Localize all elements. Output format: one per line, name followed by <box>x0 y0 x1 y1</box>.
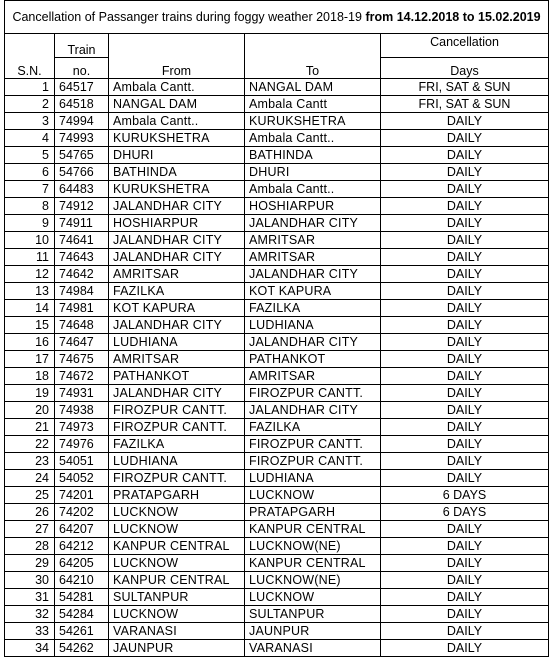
row-train-no: 54765 <box>55 147 109 164</box>
row-train-no: 74911 <box>55 215 109 232</box>
row-to: FAZILKA <box>245 300 381 317</box>
row-days: FRI, SAT & SUN <box>381 96 549 113</box>
header-from: From <box>109 34 245 79</box>
header-days: Days <box>381 58 549 79</box>
row-to: VARANASI <box>245 640 381 657</box>
row-to: KANPUR CENTRAL <box>245 521 381 538</box>
row-days: DAILY <box>381 164 549 181</box>
row-from: KURUKSHETRA <box>109 181 245 198</box>
row-train-no: 74647 <box>55 334 109 351</box>
title-date-range: from 14.12.2018 to 15.02.2019 <box>365 9 541 24</box>
table-row <box>5 487 549 504</box>
row-to: Ambala Cantt.. <box>245 181 381 198</box>
row-from: AMRITSAR <box>109 266 245 283</box>
row-sn: 1 <box>5 79 55 96</box>
row-sn: 31 <box>5 589 55 606</box>
row-sn: 9 <box>5 215 55 232</box>
table-row <box>5 368 549 385</box>
row-from: FIROZPUR CANTT. <box>109 470 245 487</box>
table-row <box>5 504 549 521</box>
row-from: KOT KAPURA <box>109 300 245 317</box>
row-sn: 7 <box>5 181 55 198</box>
row-to: JAUNPUR <box>245 623 381 640</box>
row-to: KOT KAPURA <box>245 283 381 300</box>
row-days: DAILY <box>381 300 549 317</box>
row-from: KANPUR CENTRAL <box>109 538 245 555</box>
row-days: 6 DAYS <box>381 504 549 521</box>
row-train-no: 74643 <box>55 249 109 266</box>
table-row <box>5 436 549 453</box>
row-days: DAILY <box>381 181 549 198</box>
row-to: JALANDHAR CITY <box>245 266 381 283</box>
row-to: JALANDHAR CITY <box>245 215 381 232</box>
row-days: 6 DAYS <box>381 487 549 504</box>
row-sn: 11 <box>5 249 55 266</box>
row-train-no: 54284 <box>55 606 109 623</box>
row-from: SULTANPUR <box>109 589 245 606</box>
row-to: KANPUR CENTRAL <box>245 555 381 572</box>
row-from: Ambala Cantt. <box>109 79 245 96</box>
row-days: FRI, SAT & SUN <box>381 79 549 96</box>
cancellation-sheet <box>4 0 549 657</box>
row-train-no: 54261 <box>55 623 109 640</box>
table-row <box>5 147 549 164</box>
row-sn: 8 <box>5 198 55 215</box>
row-days: DAILY <box>381 317 549 334</box>
row-to: FAZILKA <box>245 419 381 436</box>
row-from: FIROZPUR CANTT. <box>109 402 245 419</box>
row-from: VARANASI <box>109 623 245 640</box>
table-row <box>5 419 549 436</box>
row-days: DAILY <box>381 589 549 606</box>
row-from: LUDHIANA <box>109 334 245 351</box>
row-sn: 27 <box>5 521 55 538</box>
row-days: DAILY <box>381 555 549 572</box>
row-from: PATHANKOT <box>109 368 245 385</box>
row-train-no: 74981 <box>55 300 109 317</box>
row-from: FAZILKA <box>109 283 245 300</box>
row-train-no: 74931 <box>55 385 109 402</box>
row-to: LUDHIANA <box>245 470 381 487</box>
row-sn: 20 <box>5 402 55 419</box>
header-sn: S.N. <box>5 34 55 79</box>
table-row <box>5 606 549 623</box>
row-days: DAILY <box>381 453 549 470</box>
row-to: SULTANPUR <box>245 606 381 623</box>
row-sn: 29 <box>5 555 55 572</box>
row-from: KANPUR CENTRAL <box>109 572 245 589</box>
row-days: DAILY <box>381 249 549 266</box>
table-row <box>5 181 549 198</box>
table-row <box>5 402 549 419</box>
row-train-no: 64518 <box>55 96 109 113</box>
row-to: LUCKNOW(NE) <box>245 538 381 555</box>
row-from: JAUNPUR <box>109 640 245 657</box>
row-days: DAILY <box>381 368 549 385</box>
row-train-no: 74202 <box>55 504 109 521</box>
table-row <box>5 215 549 232</box>
row-train-no: 74648 <box>55 317 109 334</box>
row-to: LUCKNOW(NE) <box>245 572 381 589</box>
table-row <box>5 79 549 96</box>
row-sn: 24 <box>5 470 55 487</box>
row-days: DAILY <box>381 402 549 419</box>
row-train-no: 64517 <box>55 79 109 96</box>
row-sn: 34 <box>5 640 55 657</box>
row-to: PRATAPGARH <box>245 504 381 521</box>
table-row <box>5 470 549 487</box>
row-to: FIROZPUR CANTT. <box>245 453 381 470</box>
table-body <box>5 79 549 657</box>
row-sn: 4 <box>5 130 55 147</box>
row-to: FIROZPUR CANTT. <box>245 385 381 402</box>
row-from: FAZILKA <box>109 436 245 453</box>
row-to: JALANDHAR CITY <box>245 402 381 419</box>
row-to: BATHINDA <box>245 147 381 164</box>
table-row <box>5 623 549 640</box>
row-sn: 30 <box>5 572 55 589</box>
row-from: LUCKNOW <box>109 504 245 521</box>
row-days: DAILY <box>381 640 549 657</box>
row-train-no: 64212 <box>55 538 109 555</box>
table-row <box>5 640 549 657</box>
row-train-no: 54051 <box>55 453 109 470</box>
row-sn: 18 <box>5 368 55 385</box>
table-row <box>5 572 549 589</box>
row-train-no: 74938 <box>55 402 109 419</box>
row-from: LUDHIANA <box>109 453 245 470</box>
row-train-no: 74672 <box>55 368 109 385</box>
row-train-no: 74641 <box>55 232 109 249</box>
row-from: PRATAPGARH <box>109 487 245 504</box>
row-sn: 32 <box>5 606 55 623</box>
table-row <box>5 232 549 249</box>
row-to: NANGAL DAM <box>245 79 381 96</box>
table-row <box>5 249 549 266</box>
row-to: FIROZPUR CANTT. <box>245 436 381 453</box>
row-train-no: 74984 <box>55 283 109 300</box>
row-from: LUCKNOW <box>109 606 245 623</box>
table-row <box>5 351 549 368</box>
row-days: DAILY <box>381 419 549 436</box>
row-sn: 13 <box>5 283 55 300</box>
row-to: Ambala Cantt.. <box>245 130 381 147</box>
row-days: DAILY <box>381 266 549 283</box>
table-row <box>5 283 549 300</box>
row-from: Ambala Cantt.. <box>109 113 245 130</box>
table-row <box>5 113 549 130</box>
row-sn: 23 <box>5 453 55 470</box>
table-row <box>5 334 549 351</box>
row-train-no: 54262 <box>55 640 109 657</box>
row-from: JALANDHAR CITY <box>109 317 245 334</box>
row-from: JALANDHAR CITY <box>109 385 245 402</box>
row-to: LUDHIANA <box>245 317 381 334</box>
row-days: DAILY <box>381 521 549 538</box>
row-to: AMRITSAR <box>245 368 381 385</box>
row-from: KURUKSHETRA <box>109 130 245 147</box>
row-train-no: 54281 <box>55 589 109 606</box>
row-sn: 12 <box>5 266 55 283</box>
row-sn: 26 <box>5 504 55 521</box>
row-to: KURUKSHETRA <box>245 113 381 130</box>
row-days: DAILY <box>381 538 549 555</box>
row-to: AMRITSAR <box>245 232 381 249</box>
table-row <box>5 521 549 538</box>
table-row <box>5 130 549 147</box>
row-sn: 22 <box>5 436 55 453</box>
row-days: DAILY <box>381 283 549 300</box>
row-from: JALANDHAR CITY <box>109 232 245 249</box>
row-sn: 14 <box>5 300 55 317</box>
row-train-no: 54766 <box>55 164 109 181</box>
row-train-no: 74642 <box>55 266 109 283</box>
cancellation-table <box>4 0 549 657</box>
row-train-no: 74994 <box>55 113 109 130</box>
table-row <box>5 453 549 470</box>
table-row <box>5 164 549 181</box>
row-days: DAILY <box>381 470 549 487</box>
row-days: DAILY <box>381 113 549 130</box>
row-sn: 25 <box>5 487 55 504</box>
table-row <box>5 300 549 317</box>
table-row <box>5 538 549 555</box>
row-train-no: 74976 <box>55 436 109 453</box>
table-row <box>5 317 549 334</box>
row-days: DAILY <box>381 198 549 215</box>
header-train-line2: no. <box>55 58 109 79</box>
row-days: DAILY <box>381 232 549 249</box>
row-sn: 2 <box>5 96 55 113</box>
row-train-no: 74675 <box>55 351 109 368</box>
row-sn: 15 <box>5 317 55 334</box>
row-from: NANGAL DAM <box>109 96 245 113</box>
row-train-no: 64205 <box>55 555 109 572</box>
row-to: HOSHIARPUR <box>245 198 381 215</box>
header-to: To <box>245 34 381 79</box>
row-sn: 16 <box>5 334 55 351</box>
row-from: DHURI <box>109 147 245 164</box>
row-train-no: 74973 <box>55 419 109 436</box>
row-train-no: 64207 <box>55 521 109 538</box>
row-from: JALANDHAR CITY <box>109 249 245 266</box>
row-train-no: 54052 <box>55 470 109 487</box>
row-sn: 21 <box>5 419 55 436</box>
row-to: DHURI <box>245 164 381 181</box>
row-from: JALANDHAR CITY <box>109 198 245 215</box>
row-sn: 5 <box>5 147 55 164</box>
row-train-no: 74912 <box>55 198 109 215</box>
row-from: FIROZPUR CANTT. <box>109 419 245 436</box>
row-sn: 28 <box>5 538 55 555</box>
row-days: DAILY <box>381 130 549 147</box>
row-to: Ambala Cantt <box>245 96 381 113</box>
row-from: HOSHIARPUR <box>109 215 245 232</box>
row-sn: 6 <box>5 164 55 181</box>
row-to: AMRITSAR <box>245 249 381 266</box>
row-from: AMRITSAR <box>109 351 245 368</box>
row-days: DAILY <box>381 385 549 402</box>
row-train-no: 64210 <box>55 572 109 589</box>
row-days: DAILY <box>381 334 549 351</box>
row-days: DAILY <box>381 436 549 453</box>
table-row <box>5 96 549 113</box>
row-sn: 33 <box>5 623 55 640</box>
row-days: DAILY <box>381 623 549 640</box>
row-days: DAILY <box>381 606 549 623</box>
table-row <box>5 555 549 572</box>
row-days: DAILY <box>381 351 549 368</box>
table-row <box>5 198 549 215</box>
row-to: LUCKNOW <box>245 487 381 504</box>
row-days: DAILY <box>381 147 549 164</box>
row-days: DAILY <box>381 215 549 232</box>
table-row <box>5 266 549 283</box>
row-from: LUCKNOW <box>109 555 245 572</box>
row-to: JALANDHAR CITY <box>245 334 381 351</box>
title-prefix: Cancellation of Passanger trains during foggy weather 2018-19 <box>12 9 366 24</box>
row-train-no: 74201 <box>55 487 109 504</box>
header-cancellation: Cancellation <box>381 34 549 58</box>
row-train-no: 64483 <box>55 181 109 198</box>
row-sn: 19 <box>5 385 55 402</box>
row-sn: 10 <box>5 232 55 249</box>
row-to: LUCKNOW <box>245 589 381 606</box>
row-from: BATHINDA <box>109 164 245 181</box>
row-train-no: 74993 <box>55 130 109 147</box>
row-sn: 17 <box>5 351 55 368</box>
table-row <box>5 589 549 606</box>
table-row <box>5 385 549 402</box>
row-from: LUCKNOW <box>109 521 245 538</box>
row-days: DAILY <box>381 572 549 589</box>
table-title <box>5 1 549 34</box>
row-sn: 3 <box>5 113 55 130</box>
row-to: PATHANKOT <box>245 351 381 368</box>
header-train-line1: Train <box>55 34 109 58</box>
